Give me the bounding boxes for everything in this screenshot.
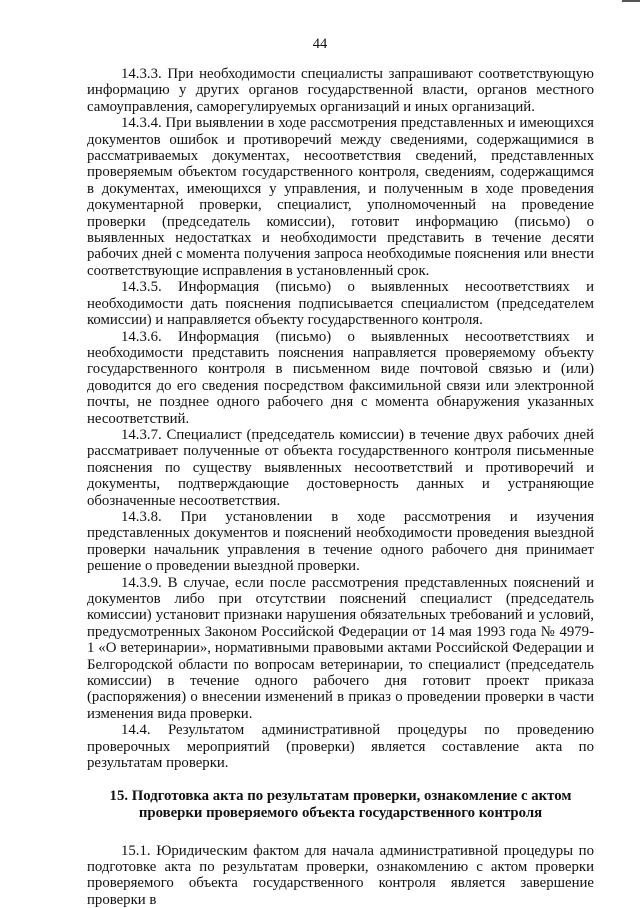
paragraph-14-3-9: 14.3.9. В случае, если после рассмотрения представленных пояснений и документов либо при отсутствии пояснений специалист (председатель комиссии) установит признаки нарушения обязательных требований и условий, предусмотренных Законом Российской Федерации от 14 мая 1993 года № 4979-1 «О ветеринарии», нормативными правовыми актами Российской Федерации и Белгородской области по вопросам ветеринарии, то специалист (председатель комиссии) в течение одного рабочего дня готовит проект приказа (распоряжения) о внесении изменений в приказ о проведении проверки в части изменения вида проверки. (87, 574, 594, 722)
paragraph-14-3-6: 14.3.6. Информация (письмо) о выявленных несоответствиях и необходимости представить пояснения направляется проверяемому объекту государственного контроля в письменном виде почтовой связью и (или) доводится до его сведения посредством факсимильной связи или электронной почты, не позднее одного рабочего дня с момента обнаружения указанных несоответствий. (87, 328, 594, 427)
paragraph-14-3-7: 14.3.7. Специалист (председатель комиссии) в течение двух рабочих дней рассматривает полученные от объекта государственного контроля письменные пояснения по существу выявленных несоответствий и противоречий и документы, подтверждающие достоверность данных и устраняющие обозначенные несоответствия. (87, 426, 594, 509)
paragraph-14-3-5: 14.3.5. Информация (письмо) о выявленных несоответствиях и необходимости дать пояснения подписывается специалистом (председателем комиссии) и направляется объекту государственного контроля. (87, 279, 594, 329)
paragraph-14-4: 14.4. Результатом административной процедуры по проведению проверочных мероприятий (проверки) является составление акта по результатам проверки. (87, 722, 594, 772)
paragraph-14-3-3: 14.3.3. При необходимости специалисты запрашивают соответствующую информацию у других органов государственной власти, органов местного самоуправления, саморегулируемых организаций и иных организаций. (87, 66, 594, 115)
section-heading: 15. Подготовка акта по результатам проверки, ознакомление с актом проверки проверяемого объекта государственного контроля (109, 788, 572, 822)
page-edge-mark (622, 0, 640, 2)
paragraph-14-3-4: 14.3.4. При выявлении в ходе рассмотрения представленных и имеющихся документов ошибок и противоречий между сведениями, содержащимися в рассматриваемых документах, несоответствия сведений, представленных проверяемым объектом государственного контроля, сведениям, содержащимся в документах, имеющихся у управления, и полученным в ходе проведения документарной проверки, специалист, уполномоченный на проведение проверки (председатель комиссии), готовит информацию (письмо) о выявленных недостатках и необходимости представить в течение десяти рабочих дней с момента получения запроса необходимые пояснения или внести соответствующие исправления в установленный срок. (87, 115, 594, 279)
document-body (87, 66, 594, 908)
paragraph-15-1: 15.1. Юридическим фактом для начала административной процедуры по подготовке акта по результатам проверки, ознакомлению с актом проверки проверяемого объекта государственного контроля является завершение проверки в (87, 842, 594, 908)
paragraph-14-3-8: 14.3.8. При установлении в ходе рассмотрения и изучения представленных документов и пояснений необходимости проведения выездной проверки начальник управления в течение одного рабочего дня принимает решение о проведении выездной проверки. (87, 508, 594, 575)
page-number: 44 (312, 36, 328, 52)
